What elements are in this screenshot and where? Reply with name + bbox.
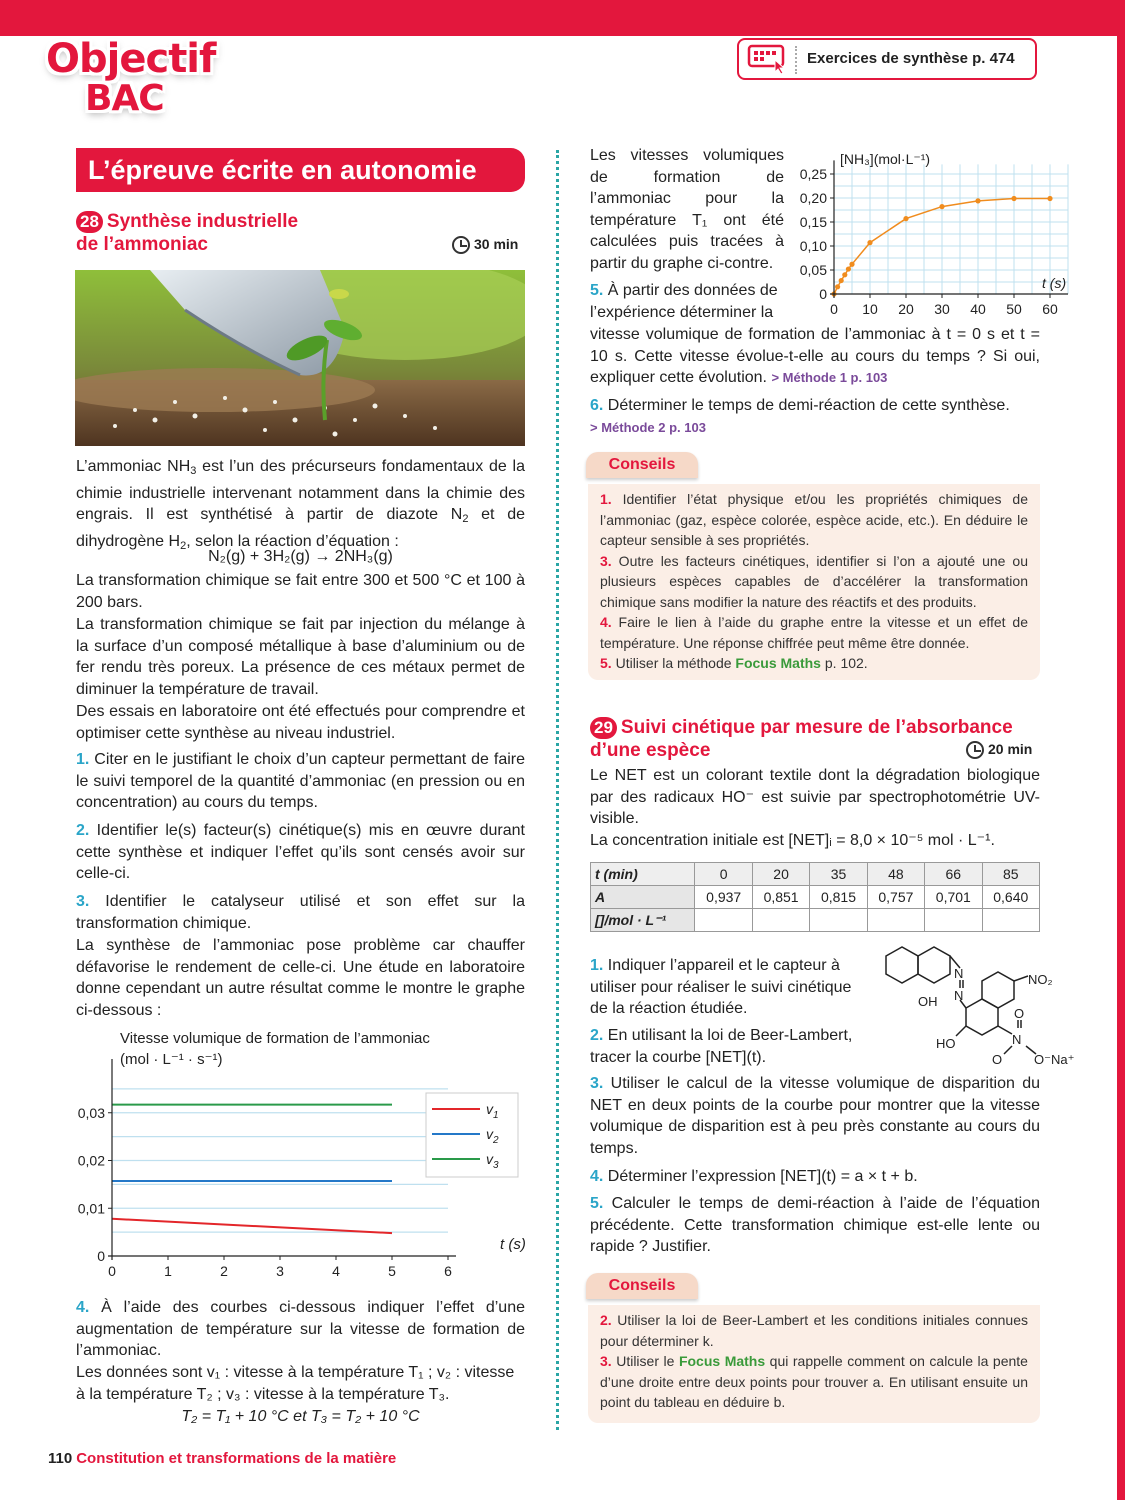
- ex29-intro: Le NET est un colorant textile dont la dégradation biologique par des radicaux HO⁻ est suivie par spectrophotométrie UV-visible.: [590, 767, 1040, 827]
- molecule-oh-1: OH: [918, 994, 938, 1009]
- q5-method-link[interactable]: > Méthode 1 p. 103: [771, 370, 888, 385]
- nh3-data-point: [839, 278, 844, 283]
- table-cell-empty: [982, 909, 1039, 932]
- page-footer: [48, 1450, 396, 1467]
- table-cell: 0,757: [867, 886, 924, 909]
- ex28-intro: L’ammoniac $NH_3$ est l’un des précurseurs fondamentaux de la chimie industrielle intervenant notamment dans la chimie des engrais. Il est synthétisé à partir de diazote $N_2$ et de dihydrogène $H_2$, selon la réaction d’équation :: [76, 458, 526, 552]
- table-row: [591, 886, 1040, 909]
- table-cell: 0,640: [982, 886, 1039, 909]
- ex28-question-5a: [590, 280, 812, 323]
- ex28-question-6: [590, 395, 1040, 438]
- ex28-conseils-tab: Conseils: [586, 452, 698, 478]
- synthesis-label: Exercices de synthèse p. 474: [807, 50, 1015, 67]
- nh3-chart-title: [NH₃](mol·L⁻¹): [840, 151, 931, 167]
- page-number: 110: [48, 1450, 73, 1467]
- footer-section: Constitution et transformations de la matière: [76, 1450, 397, 1467]
- nh3-data-point: [975, 198, 980, 203]
- ex28-duration-label: 30 min: [474, 236, 519, 253]
- y-tick-label: 0,25: [799, 166, 827, 182]
- synthesis-separator: [795, 46, 797, 74]
- table-row: [591, 909, 1040, 932]
- table-cell: 0,851: [752, 886, 809, 909]
- table-cell-empty: [925, 909, 982, 932]
- q4-number: 4.: [590, 1168, 604, 1185]
- ex29-conseils-box: [588, 1305, 1040, 1423]
- table-row: [591, 863, 1040, 886]
- conseil-28-5: 5. Utiliser la méthode Focus Maths p. 102.: [600, 655, 868, 671]
- q3-text: Utiliser le calcul de la vitesse volumique de disparition du NET en deux points de la courbe pour montrer que la vitesse volumique de disparition est à peu près constante au cours du temps.: [590, 1075, 1040, 1157]
- ex29-title-line1: Suivi cinétique par mesure de l’absorbance: [620, 717, 1013, 738]
- y-tick-label: 0: [819, 286, 827, 302]
- ex29-question-5: [590, 1193, 1040, 1258]
- ex28-question-5b: [590, 324, 1040, 389]
- table-cell-empty: [867, 909, 924, 932]
- nh3-data-point: [867, 240, 872, 245]
- ex28-graph-intro: La synthèse de l’ammoniac pose problème car chauffer défavorise le rendement de celle-ci. Une étude en laboratoire donne cependant un autre résultat comme le montre le graphe ci-dessous :: [76, 937, 525, 1019]
- ex28-title-line1: Synthèse industrielle: [106, 211, 299, 232]
- q3-number: 3.: [76, 893, 90, 910]
- ex29-title-line2: d’une espèce: [590, 740, 711, 761]
- ex28-title-line2: de l’ammoniac: [76, 234, 208, 255]
- q5-text: Calculer le temps de demi-réaction à l’aide de l’équation précédente. Cette transformation chimique est-elle lente ou rapide ? Justifier.: [590, 1195, 1040, 1255]
- table-cell: 35: [810, 863, 867, 886]
- q4-text: À l’aide des courbes ci-dessous indiquer l’effet d’une augmentation de température sur la vitesse de formation de l’ammoniac.: [76, 1299, 525, 1359]
- ex28-question-2: [76, 820, 525, 885]
- molecule-ona: O⁻Na⁺: [1034, 1052, 1075, 1067]
- y-tick-label: 0,10: [799, 238, 827, 254]
- x-tick-label: 30: [934, 301, 950, 317]
- q6-number: 6.: [590, 397, 604, 414]
- table-cell: 48: [867, 863, 924, 886]
- ex28-equation: N₂(g) + 3H₂(g) → 2NH₃(g): [208, 548, 393, 565]
- legend-label-v3: $v_3$: [486, 1151, 499, 1171]
- q2-number: 2.: [76, 822, 90, 839]
- x-tick-label: 0: [108, 1263, 116, 1279]
- seedling-photo: [75, 270, 525, 446]
- x-tick-label: 40: [970, 301, 986, 317]
- ex28-question-3: [76, 891, 525, 934]
- ex28-right-intro: Les vitesses volumiques de formation de l’ammoniac pour la température T₁ ont été calculées puis tracées à partir du graphe ci-contre.: [590, 147, 784, 272]
- y-tick-label: 0,20: [799, 190, 827, 206]
- ex28-number: 28: [76, 211, 103, 233]
- ex29-conseils-tab: Conseils: [586, 1273, 698, 1299]
- nh3-data-point: [849, 262, 854, 267]
- series-line-v1: [112, 1219, 392, 1233]
- conseil-28-1: 1. Identifier l’état physique et/ou les propriétés chimiques de l’ammoniac (gaz, espèce colorée, espèce acide, etc.). En déduire le capteur sensible à ses propriétés.: [600, 491, 1028, 548]
- ex29-question-4: [590, 1166, 1040, 1188]
- table-header: A: [591, 886, 695, 909]
- nh3-data-point: [939, 204, 944, 209]
- y-tick-label: 0,02: [77, 1152, 105, 1169]
- table-cell: 20: [752, 863, 809, 886]
- table-header: t (min): [591, 863, 695, 886]
- ex29-number: 29: [590, 717, 617, 739]
- x-tick-label: 50: [1006, 301, 1022, 317]
- ex28-conseils-box: [588, 484, 1040, 680]
- velocity-chart-title: Vitesse volumique de formation de l’ammoniac: [120, 1030, 430, 1047]
- table-cell: 0: [695, 863, 752, 886]
- q3-number: 3.: [590, 1075, 604, 1092]
- x-tick-label: 2: [220, 1263, 228, 1279]
- x-tick-label: 4: [332, 1263, 340, 1279]
- nh3-data-point: [842, 272, 847, 277]
- x-tick-label: 60: [1042, 301, 1058, 317]
- ex28-intro-d: , selon la réaction d’équation :: [186, 532, 399, 550]
- net-molecule-diagram: [868, 942, 1078, 1068]
- nh3-chart: [790, 144, 1080, 320]
- table-cell: 66: [925, 863, 982, 886]
- q4-number: 4.: [76, 1299, 90, 1316]
- table-cell-empty: [752, 909, 809, 932]
- y-tick-label: 0: [97, 1248, 105, 1264]
- molecule-n-2: N: [954, 988, 964, 1003]
- ex28-intro-a: L’ammoniac NH: [76, 458, 191, 475]
- ex28-intro-b: est l’un des précurseurs fondamentaux de la chimie industrielle intervenant notamment dans la chimie des engrais. Il est synthétisé à partir de diazote N: [76, 458, 525, 523]
- ex28-conditions: La transformation chimique se fait entre 300 et 500 °C et 100 à 200 bars.: [76, 572, 525, 611]
- x-tick-label: 20: [898, 301, 914, 317]
- nh3-data-point: [1047, 196, 1052, 201]
- objectif-badge-line1: Objectif: [46, 36, 216, 82]
- ex28-intro-c: et de dihydrogène H: [76, 506, 526, 550]
- table-cell: 0,815: [810, 886, 867, 909]
- ex28-duration: [452, 236, 518, 254]
- nh3-data-point: [835, 284, 840, 289]
- ex29-question-3: [590, 1073, 1040, 1159]
- table-cell: 0,701: [925, 886, 982, 909]
- interactive-screen-icon: [745, 44, 791, 74]
- ex29-concentration: La concentration initiale est [NET]ᵢ = 8,0 × 10⁻⁵ mol · L⁻¹.: [590, 832, 995, 849]
- q1-number: 1.: [76, 751, 90, 768]
- ex29-question-1: [590, 955, 860, 1020]
- q2-number: 2.: [590, 1027, 604, 1044]
- q5-text-a: À partir des données de l’expérience déterminer la: [590, 282, 778, 321]
- q1-text: Indiquer l’appareil et le capteur à utiliser pour réaliser le suivi cinétique de la réaction étudiée.: [590, 957, 852, 1017]
- y-tick-label: 0,03: [77, 1104, 105, 1121]
- ex28-question-4: [76, 1297, 525, 1362]
- velocity-chart-xlabel: t (s): [500, 1236, 526, 1253]
- objectif-badge-line2: BAC: [85, 78, 164, 119]
- synthesis-exercises-link[interactable]: [737, 38, 1037, 80]
- table-cell: 85: [982, 863, 1039, 886]
- table-header: []/mol · L⁻¹: [591, 909, 695, 932]
- x-tick-label: 5: [388, 1263, 396, 1279]
- ex28-question-1: [76, 749, 525, 814]
- q5-number: 5.: [590, 1195, 604, 1212]
- x-tick-label: 6: [444, 1263, 452, 1279]
- legend-label-v1: $v_1$: [486, 1101, 499, 1121]
- q6-text: Déterminer le temps de demi-réaction de cette synthèse.: [603, 397, 1010, 414]
- focus-maths-link[interactable]: Focus Maths: [735, 655, 821, 671]
- x-tick-label: 1: [164, 1263, 172, 1279]
- ex28-data-line1: Les données sont v₁ : vitesse à la température T₁ ; v₂ : vitesse à la température T₂ ; v₃ : vitesse à la température T₃.: [76, 1364, 515, 1403]
- velocity-chart-legend: [426, 1093, 518, 1177]
- conseil-28-4: 4. Faire le lien à l’aide du graphe entre la vitesse et un effet de température. Une réponse chiffrée peut même être donnée.: [600, 614, 1028, 651]
- table-cell: 0,937: [695, 886, 752, 909]
- right-edge-band: [1117, 0, 1125, 1500]
- nh3-data-point: [1011, 196, 1016, 201]
- molecule-o-top: O: [1014, 1006, 1025, 1021]
- absorbance-table: [590, 862, 1040, 932]
- y-tick-label: 0,01: [77, 1200, 105, 1217]
- q1-text: Citer en le justifiant le choix d’un capteur permettant de faire le suivi temporel de la quantité d’ammoniac (en pression ou en concentration) au cours du temps.: [76, 751, 525, 811]
- x-tick-label: 3: [276, 1263, 284, 1279]
- nh3-data-point: [903, 216, 908, 221]
- column-separator: [556, 150, 559, 1430]
- ex29-duration-label: 20 min: [988, 741, 1033, 758]
- q6-method-link[interactable]: > Méthode 2 p. 103: [590, 419, 706, 435]
- molecule-n-1: N: [954, 966, 964, 981]
- conseil-29-3: 3. Utiliser le Focus Maths qui rappelle comment on calcule la pente d’une droite entre deux points pour trouver a. En utilisant ensuite un point du tableau en déduire b.: [600, 1353, 1028, 1410]
- molecule-o-bottom: O: [992, 1052, 1003, 1067]
- focus-maths-link[interactable]: Focus Maths: [678, 1353, 766, 1369]
- nh3-chart-xlabel: t (s): [1042, 275, 1067, 291]
- ex28-data-line2: T₂ = T₁ + 10 °C et T₃ = T₂ + 10 °C: [181, 1408, 420, 1425]
- table-cell-empty: [695, 909, 752, 932]
- ex29-duration: [966, 741, 1032, 759]
- ex28-catalyst-text: La transformation chimique se fait par injection du mélange à la surface d’un composé métallique à base d’aluminium ou de fer rendu très poreux. La présence de ces métaux permet de diminuer la température de travail.: [76, 616, 525, 698]
- q2-text: En utilisant la loi de Beer-Lambert, tracer la courbe [NET](t).: [590, 1027, 853, 1066]
- legend-label-v2: $v_2$: [486, 1126, 499, 1146]
- q3-text: Identifier le catalyseur utilisé et son effet sur la transformation chimique.: [76, 893, 525, 932]
- y-tick-label: 0,15: [799, 214, 827, 230]
- y-tick-label: 0,05: [799, 262, 827, 278]
- q4-text: Déterminer l’expression [NET](t) = a × t + b.: [603, 1168, 918, 1185]
- velocity-chart-ylabel: (mol · L⁻¹ · s⁻¹): [120, 1051, 223, 1068]
- ex29-question-2: [590, 1025, 860, 1068]
- nh3-data-point: [846, 266, 851, 271]
- conseil-28-3: 3. Outre les facteurs cinétiques, identifier si l’on a ajouté une ou plusieurs espèces capables de d’accélérer la transformation chimique sans modifier la nature des réactifs et des produits.: [600, 552, 1028, 610]
- molecule-n-sulfo: N: [1012, 1032, 1022, 1047]
- x-tick-label: 0: [830, 301, 838, 317]
- velocity-chart: [70, 1025, 530, 1287]
- ex28-lab-text: Des essais en laboratoire ont été effectués pour comprendre et optimiser cette synthèse au niveau industriel.: [76, 703, 525, 742]
- clock-icon: [966, 741, 984, 759]
- table-cell-empty: [810, 909, 867, 932]
- clock-icon: [452, 236, 470, 254]
- q5-text-b: vitesse volumique de formation de l’ammoniac à t = 0 s et t = 10 s. Cette vitesse évolue-t-elle au cours du temps ? Si oui, expliquer cette évolution.: [590, 326, 1040, 386]
- q5-number: 5.: [590, 282, 604, 299]
- q1-number: 1.: [590, 957, 604, 974]
- top-banner: [0, 0, 1125, 36]
- molecule-no2: NO₂: [1028, 972, 1053, 987]
- molecule-ho: HO: [936, 1036, 956, 1051]
- q2-text: Identifier le(s) facteur(s) cinétique(s) mis en œuvre durant cette synthèse et indiquer l’effet qu’ils sont censés avoir sur celle-ci.: [76, 822, 525, 882]
- conseil-29-2: 2. Utiliser la loi de Beer-Lambert et les conditions initiales connues pour déterminer k.: [600, 1312, 1028, 1349]
- x-tick-label: 10: [862, 301, 878, 317]
- section-title: L’épreuve écrite en autonomie: [76, 148, 525, 192]
